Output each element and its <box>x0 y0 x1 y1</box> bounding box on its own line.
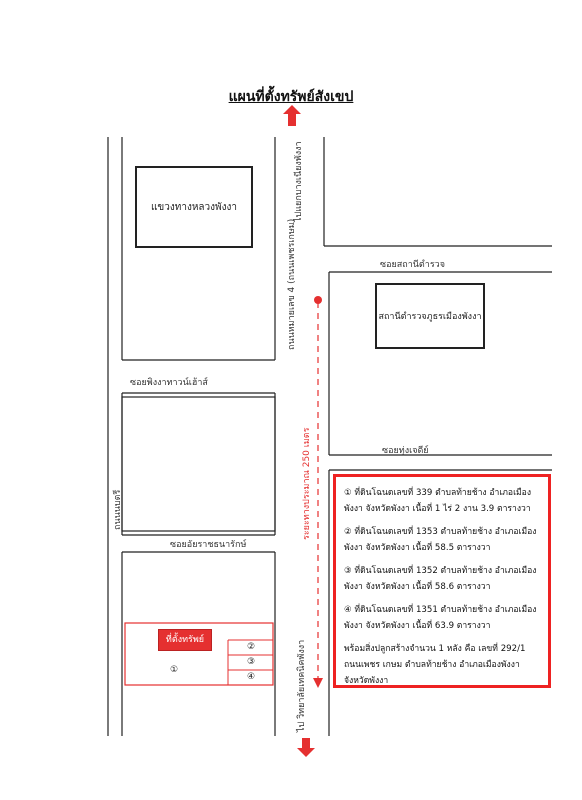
highway-office-label: แขวงทางหลวงพังงา <box>150 202 238 213</box>
property-info-box <box>333 474 551 688</box>
police-station-box <box>375 283 485 349</box>
start-point-marker <box>314 296 322 304</box>
soi-phing-label: ซอยพิงงาทาวน์เฮ้าส์ <box>130 378 208 388</box>
plot-marker-4: ④ <box>247 672 256 682</box>
highway-office-box <box>135 166 253 248</box>
info-item-1: ① ที่ดินโฉนดเลขที่ 339 ตำบลท้ายช้าง อำเภอเมืองพังงา จังหวัดพังงา เนื้อที่ 1 ไร่ 2 งาน 3.9 ตารางวา <box>344 488 532 514</box>
south-arrow-icon <box>297 738 315 757</box>
soi-thung-label: ซอยทุ่งเจดีย์ <box>382 446 429 456</box>
main-road-north-label: ไปแยกบางเนียงพังงา <box>294 141 304 222</box>
plot-marker-1: ① <box>170 665 179 675</box>
left-road-label: ถนนนบตรี <box>113 489 123 530</box>
main-road-south-label: ไป วิทยาลัยเทคนิคพังงา <box>297 639 307 732</box>
property-label-text: ที่ตั้งทรัพย์ <box>165 635 205 645</box>
main-road-label: ถนนหมายเลข 4 (ถนนเพชรเกษม) <box>287 218 297 350</box>
plot-marker-3: ③ <box>247 657 256 667</box>
info-item-4: ④ ที่ดินโฉนดเลขที่ 1351 ตำบลท้ายช้าง อำเภอเมือง พังงา จังหวัดพังงา เนื้อที่ 63.9 ตารางวา <box>344 605 537 631</box>
soi-ayet-label: ซอยอัยราชธนารักษ์ <box>170 540 247 550</box>
police-station-label: สถานีตำรวจภูธรเมืองพังงา <box>378 312 482 322</box>
north-arrow-icon <box>283 105 301 126</box>
info-item-5: พร้อมสิ่งปลูกสร้างจำนวน 1 หลัง คือ เลขที่ 292/1 ถนนเพชร เกษม ตำบลท้ายช้าง อำเภอเมืองพังงา จังหวัดพังงา <box>344 644 526 686</box>
info-item-3: ③ ที่ดินโฉนดเลขที่ 1352 ตำบลท้ายช้าง อำเภอเมือง พังงา จังหวัดพังงา เนื้อที่ 58.6 ตารางวา <box>344 566 537 592</box>
distance-arrowhead-icon <box>313 678 323 688</box>
soi-police-label: ซอยสถานีตำรวจ <box>380 260 445 270</box>
distance-label: ระยะทางประมาณ 250 เมตร <box>302 427 312 540</box>
map-title: แผนที่ตั้งทรัพย์สังเขป <box>228 89 354 105</box>
plot-marker-2: ② <box>247 642 256 652</box>
property-label <box>158 629 212 651</box>
info-item-2: ② ที่ดินโฉนดเลขที่ 1353 ตำบลท้ายช้าง อำเภอเมือง พังงา จังหวัดพังงา เนื้อที่ 58.5 ตารางวา <box>344 527 537 553</box>
